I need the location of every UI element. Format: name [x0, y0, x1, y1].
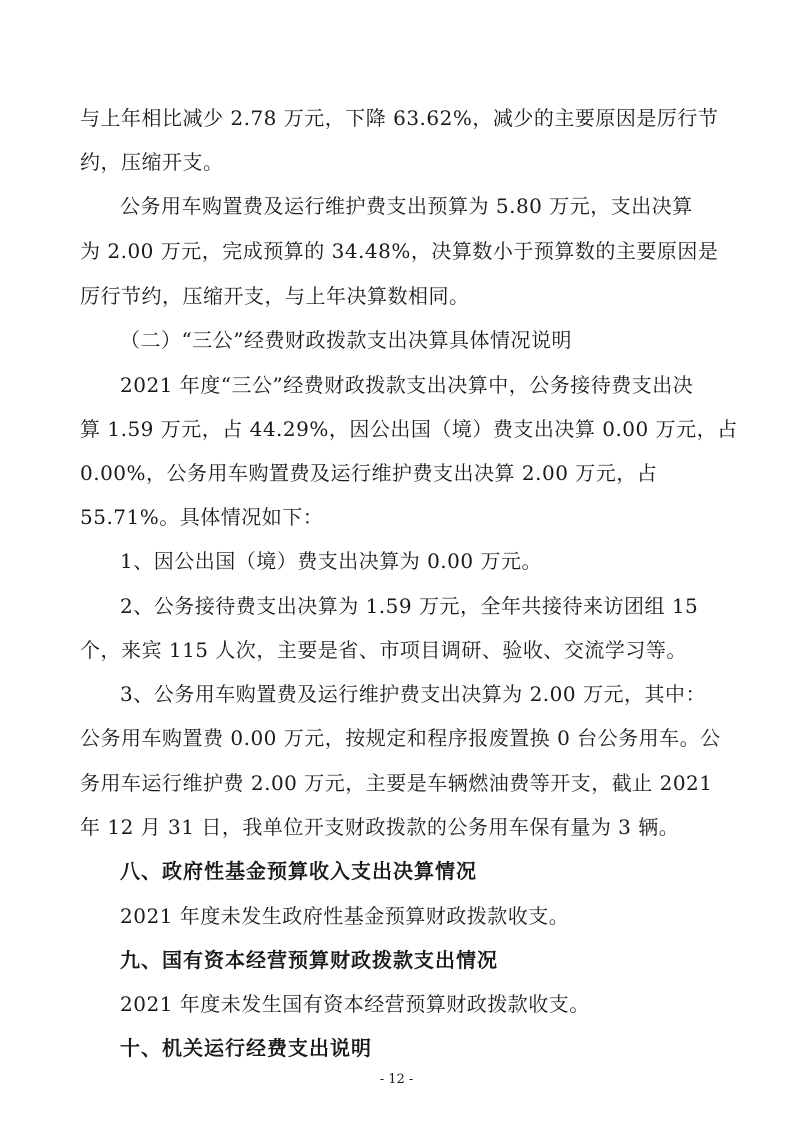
paragraph-line: 公务用车购置费 0.00 万元，按规定和程序报废置换 0 台公务用车。公 — [80, 726, 721, 750]
section-heading: 十、机关运行经费支出说明 — [120, 1036, 372, 1060]
paragraph-line: 厉行节约，压缩开支，与上年决算数相同。 — [80, 284, 470, 308]
paragraph-line: 0.00%，公务用车购置费及运行维护费支出决算 2.00 万元，占 — [80, 461, 658, 485]
paragraph-line: 务用车运行维护费 2.00 万元，主要是车辆燃油费等开支，截止 2021 — [80, 771, 713, 795]
paragraph-line: 2021 年度“三公”经费财政拨款支出决算中，公务接待费支出决 — [120, 373, 694, 397]
paragraph-line: 年 12 月 31 日，我单位开支财政拨款的公务用车保有量为 3 辆。 — [80, 815, 680, 839]
paragraph-line: 公务用车购置费及运行维护费支出预算为 5.80 万元，支出决算 — [120, 194, 693, 218]
section-heading: 八、政府性基金预算收入支出决算情况 — [120, 859, 477, 883]
paragraph-line: 个，来宾 115 人次，主要是省、市项目调研、验收、交流学习等。 — [80, 638, 687, 662]
section-heading: 九、国有资本经营预算财政拨款支出情况 — [120, 948, 498, 972]
paragraph-line: 55.71%。具体情况如下： — [80, 505, 324, 529]
list-item: 1、因公出国（境）费支出决算为 0.00 万元。 — [120, 549, 542, 573]
paragraph-line: 为 2.00 万元，完成预算的 34.48%，决算数小于预算数的主要原因是 — [80, 239, 719, 263]
paragraph-line: 2021 年度未发生国有资本经营预算财政拨款收支。 — [120, 992, 590, 1016]
page-number: - 12 - — [379, 1072, 414, 1087]
paragraph-line: 2021 年度未发生政府性基金预算财政拨款收支。 — [120, 904, 570, 928]
paragraph-line: 算 1.59 万元，占 44.29%，因公出国（境）费支出决算 0.00 万元，占 — [80, 417, 738, 441]
list-item: 3、公务用车购置费及运行维护费支出决算为 2.00 万元，其中： — [120, 682, 706, 706]
section-subheading: （二）“三公”经费财政拨款支出决算具体情况说明 — [120, 328, 572, 352]
list-item: 2、公务接待费支出决算为 1.59 万元，全年共接待来访团组 15 — [120, 594, 699, 618]
paragraph-line: 与上年相比减少 2.78 万元，下降 63.62%，减少的主要原因是厉行节 — [80, 106, 719, 130]
paragraph-line: 约，压缩开支。 — [80, 150, 224, 174]
